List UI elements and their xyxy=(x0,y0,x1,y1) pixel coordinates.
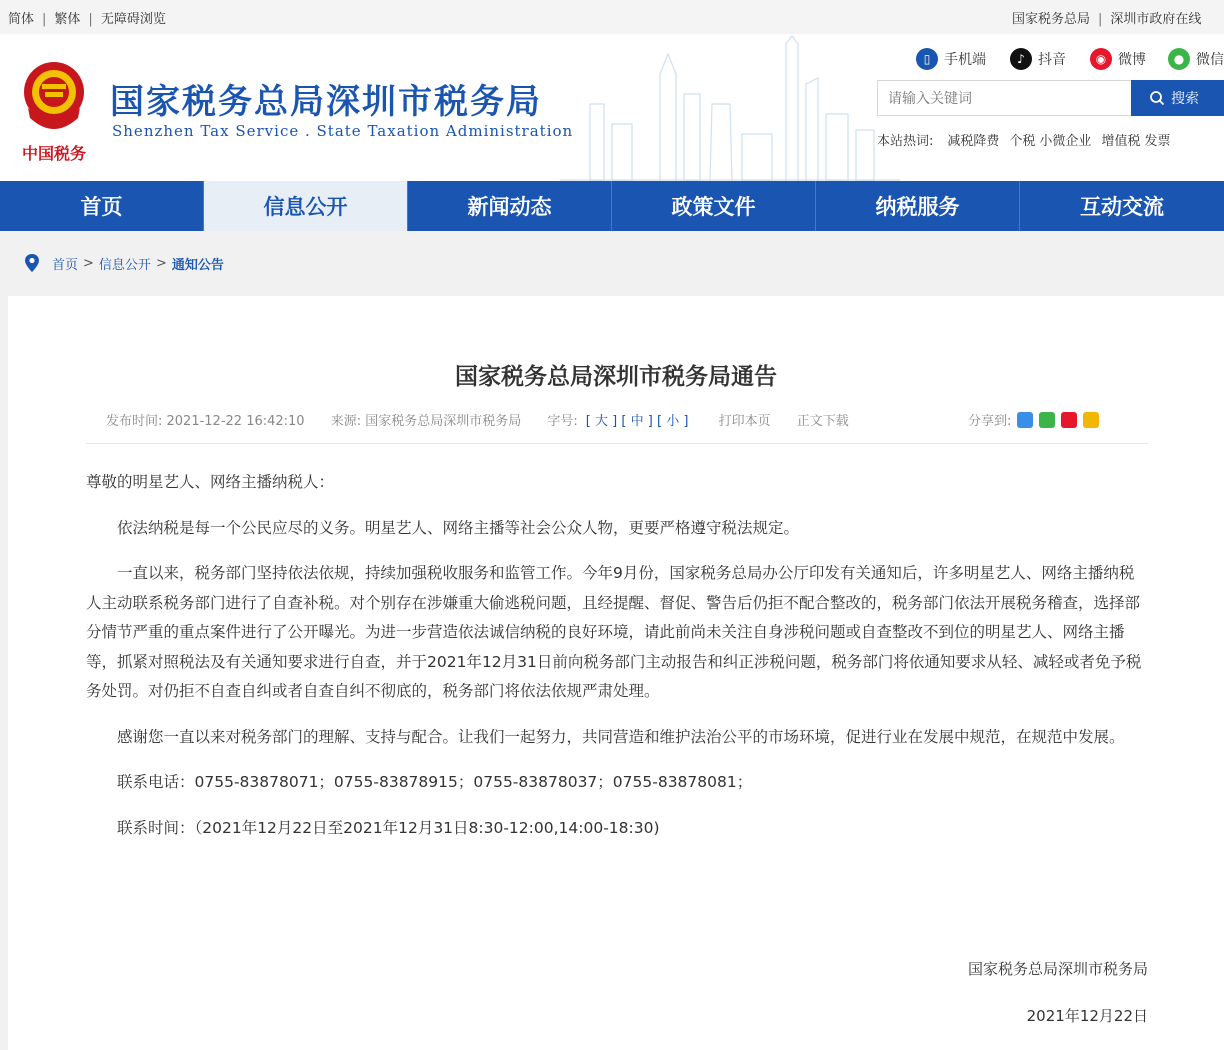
share-weibo-icon[interactable] xyxy=(1061,412,1077,428)
article-meta: 发布时间: 2021-12-22 16:42:10 来源: 国家税务总局深圳市税务局 字号: [ 大 ] [ 中 ] [ 小 ] 打印本页 正文下载 xyxy=(106,414,849,429)
wechat-label: 微信 xyxy=(1196,52,1224,68)
hot-term[interactable]: 小微企业 xyxy=(1039,134,1092,149)
hot-term[interactable]: 增值税 xyxy=(1101,134,1141,149)
search-icon xyxy=(1149,90,1165,106)
article-body xyxy=(86,468,1148,859)
article-card xyxy=(8,296,1224,1050)
nav-item-policy[interactable]: 政策文件 xyxy=(612,181,816,231)
site-subtitle: Shenzhen Tax Service . State Taxation Administration xyxy=(112,122,574,140)
signature: 国家税务总局深圳市税务局 xyxy=(967,960,1148,978)
nav-item-info-disclosure[interactable]: 信息公开 xyxy=(204,181,408,231)
weibo-link[interactable] xyxy=(1090,48,1146,70)
mobile-icon: ▯ xyxy=(916,48,938,70)
logo-text: 中国税务 xyxy=(21,144,87,163)
hot-term[interactable]: 发票 xyxy=(1144,134,1171,149)
share-qzone-icon[interactable] xyxy=(1083,412,1099,428)
accessible-browse-link[interactable]: 无障碍浏览 xyxy=(100,12,166,27)
article-source: 来源: 国家税务总局深圳市税务局 xyxy=(330,414,522,429)
tax-emblem-logo xyxy=(18,56,90,168)
nav-item-news[interactable]: 新闻动态 xyxy=(408,181,612,231)
mobile-label: 手机端 xyxy=(944,52,986,68)
publish-time: 发布时间: 2021-12-22 16:42:10 xyxy=(106,414,305,429)
gov-online-link[interactable]: 深圳市政府在线 xyxy=(1110,12,1202,27)
separator: | xyxy=(1098,12,1103,27)
share-more-icon[interactable] xyxy=(1017,412,1033,428)
site-title: 国家税务总局深圳市税务局 xyxy=(110,82,542,122)
language-links xyxy=(8,8,166,27)
wechat-icon: ● xyxy=(1168,48,1190,70)
top-bar xyxy=(0,0,1224,34)
meta-divider xyxy=(86,443,1148,444)
contact-hours: 联系时间：（2021年12月22日至2021年12月31日8:30-12:00,14:00-18:30) xyxy=(117,818,660,837)
signature-date: 2021年12月22日 xyxy=(1026,1007,1148,1025)
douyin-link[interactable] xyxy=(1010,48,1066,70)
separator: | xyxy=(42,12,47,27)
main-nav xyxy=(0,181,1224,231)
download-link[interactable]: 正文下载 xyxy=(796,414,849,429)
wechat-link[interactable] xyxy=(1168,48,1224,70)
external-links xyxy=(1012,8,1201,27)
breadcrumb-separator: > xyxy=(155,255,167,271)
font-size-small[interactable]: 小 xyxy=(666,414,680,429)
breadcrumb-current[interactable]: 通知公告 xyxy=(171,257,224,273)
mobile-link[interactable] xyxy=(916,48,986,70)
breadcrumb xyxy=(24,253,224,273)
location-pin-icon xyxy=(24,253,40,273)
salutation: 尊敬的明星艺人、网络主播纳税人： xyxy=(86,473,335,491)
print-link[interactable]: 打印本页 xyxy=(718,414,771,429)
share-bar xyxy=(968,410,1099,429)
douyin-icon: ♪ xyxy=(1010,48,1032,70)
hot-terms-label: 本站热词: xyxy=(877,134,934,149)
separator: | xyxy=(88,12,93,27)
search-button-label: 搜索 xyxy=(1171,91,1199,107)
search-input[interactable] xyxy=(877,80,1132,116)
share-label: 分享到: xyxy=(968,414,1012,429)
body-paragraph: 一直以来，税务部门坚持依法依规，持续加强税收服务和监管工作。今年9月份，国家税务总局办公厅印发有关通知后，许多明星艺人、网络主播纳税人主动联系税务部门进行了自查补税。对个别存在涉嫌重大偷逃税问题，且经提醒、督促、警告后仍拒不配合整改的，税务部门依法开展税务稽查，选择部分情节严重的重点案件进行了公开曝光。为进一步营造依法诚信纳税的良好环境，请此前尚未关注自身涉税问题或自查整改不到位的明星艺人、网络主播等，抓紧对照税法及有关通知要求进行自查，并于2021年12月31日前向税务部门主动报告和纠正涉税问题，税务部门将依通知要求从轻、减轻或者免予税务处罚。对仍拒不自查自纠或者自查自纠不彻底的，税务部门将依法依规严肃处理。 xyxy=(86,564,1142,700)
nav-item-tax-service[interactable]: 纳税服务 xyxy=(816,181,1020,231)
hot-term[interactable]: 减税降费 xyxy=(947,134,1000,149)
simplified-link[interactable]: 简体 xyxy=(8,12,35,27)
font-size-label: 字号: xyxy=(547,414,578,429)
search-button[interactable] xyxy=(1131,80,1224,116)
nav-item-home[interactable]: 首页 xyxy=(0,181,204,231)
body-paragraph: 感谢您一直以来对税务部门的理解、支持与配合。让我们一起努力，共同营造和维护法治公平的市场环境，促进行业在发展中规范，在规范中发展。 xyxy=(117,727,1125,746)
font-size-medium[interactable]: 中 xyxy=(630,414,644,429)
sat-link[interactable]: 国家税务总局 xyxy=(1012,12,1091,27)
traditional-link[interactable]: 繁体 xyxy=(54,12,81,27)
site-header xyxy=(0,34,1224,181)
weibo-icon: ◉ xyxy=(1090,48,1112,70)
hot-term[interactable]: 个税 xyxy=(1009,134,1036,149)
nav-item-interaction[interactable]: 互动交流 xyxy=(1080,195,1164,219)
article-title: 国家税务总局深圳市税务局通告 xyxy=(455,364,777,390)
breadcrumb-info-disclosure[interactable]: 信息公开 xyxy=(98,257,151,273)
douyin-label: 抖音 xyxy=(1038,52,1066,68)
breadcrumb-separator: > xyxy=(83,255,94,271)
font-size-large[interactable]: 大 xyxy=(595,414,609,429)
weibo-label: 微博 xyxy=(1118,52,1146,68)
breadcrumb-home[interactable]: 首页 xyxy=(52,257,79,273)
contact-phone: 联系电话：0755-83878071；0755-83878915；0755-83878037；0755-83878081； xyxy=(117,773,753,791)
hot-terms xyxy=(877,130,1180,149)
city-skyline-illustration xyxy=(560,34,900,181)
share-wechat-icon[interactable] xyxy=(1039,412,1055,428)
body-paragraph: 依法纳税是每一个公民应尽的义务。明星艺人、网络主播等社会公众人物，更要严格遵守税法规定。 xyxy=(117,518,800,537)
